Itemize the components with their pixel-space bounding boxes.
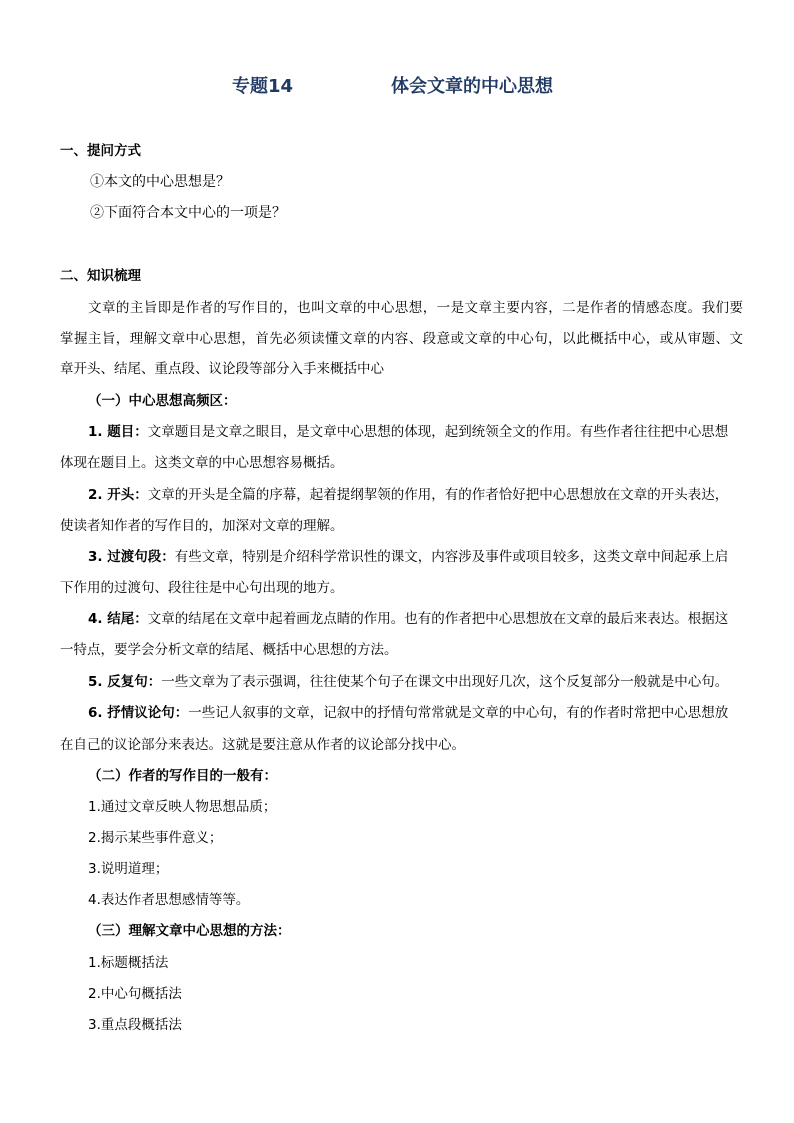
key-point (88, 485, 728, 505)
key-point-label: 6. 抒情议论句： (88, 705, 189, 721)
key-point-text: 一些记人叙事的文章，记叙中的抒情句常常就是文章的中心句，有的作者时常把中心思想放 (188, 705, 729, 721)
purpose-item: 4.表达作者思想感情等等。 (88, 892, 250, 908)
page-title (0, 72, 794, 100)
key-point-label: 5. 反复句： (88, 674, 162, 690)
key-point-label: 3. 过渡句段： (88, 549, 175, 565)
key-point (88, 672, 728, 692)
section2-heading: 二、知识梳理 (60, 268, 141, 284)
purpose-item: 3.说明道理； (88, 861, 169, 877)
key-point (88, 703, 728, 723)
method-item: 2.中心句概括法 (88, 986, 182, 1002)
key-point-continuation: 下作用的过渡句、段往往是中心句出现的地方。 (60, 580, 344, 596)
subsection3-heading: （三）理解文章中心思想的方法： (88, 923, 291, 939)
key-point-text: 文章的开头是全篇的序幕，起着提纲挈领的作用，有的作者恰好把中心思想放在文章的开头表达， (147, 487, 729, 503)
key-point-label: 4. 结尾： (88, 611, 148, 627)
purpose-item: 2.揭示某些事件意义； (88, 830, 223, 846)
purpose-item: 1.通过文章反映人物思想品质； (88, 799, 277, 815)
key-point-label: 1. 题目： (88, 424, 148, 440)
section1-heading: 一、提问方式 (60, 143, 141, 159)
key-point-continuation: 体现在题目上。这类文章的中心思想容易概括。 (60, 455, 344, 471)
key-point-text: 文章的结尾在文章中起着画龙点睛的作用。也有的作者把中心思想放在文章的最后来表达。根据这 (147, 611, 729, 627)
key-point-text: 有些文章，特别是介绍科学常识性的课文，内容涉及事件或项目较多，这类文章中间起承上启 (174, 549, 729, 565)
subsection2-heading: （二）作者的写作目的一般有： (88, 768, 277, 784)
key-point-continuation: 在自己的议论部分来表达。这就是要注意从作者的议论部分找中心。 (60, 737, 465, 753)
key-point (88, 422, 728, 442)
key-point-label: 2. 开头： (88, 487, 148, 503)
key-point-continuation: 使读者知作者的写作目的，加深对文章的理解。 (60, 518, 344, 534)
question-item: ②下面符合本文中心的一项是？ (90, 205, 286, 221)
key-point (88, 609, 728, 629)
intro-line: 章开头、结尾、重点段、议论段等部分入手来概括中心 (60, 361, 384, 377)
intro-line: 掌握主旨，理解文章中心思想，首先必须读懂文章的内容、段意或文章的中心句，以此概括中心，或从审题、文 (60, 331, 743, 347)
intro-line: 文章的主旨即是作者的写作目的，也叫文章的中心思想，一是文章主要内容，二是作者的情感态度。我们要 (88, 300, 743, 316)
subsection1-heading: （一）中心思想高频区： (88, 393, 237, 409)
key-point-text: 文章题目是文章之眼目，是文章中心思想的体现，起到统领全文的作用。有些作者往往把中心思想 (147, 424, 729, 440)
title-topic-number: 专题14 (232, 76, 294, 97)
method-item: 3.重点段概括法 (88, 1017, 182, 1033)
key-point-text: 一些文章为了表示强调，往往使某个句子在课文中出现好几次，这个反复部分一般就是中心句。 (161, 674, 729, 690)
title-topic-name: 体会文章的中心思想 (391, 76, 553, 97)
question-item: ①本文的中心思想是？ (90, 174, 230, 190)
method-item: 1.标题概括法 (88, 955, 169, 971)
key-point-continuation: 一特点，要学会分析文章的结尾、概括中心思想的方法。 (60, 642, 398, 658)
key-point (88, 547, 728, 567)
